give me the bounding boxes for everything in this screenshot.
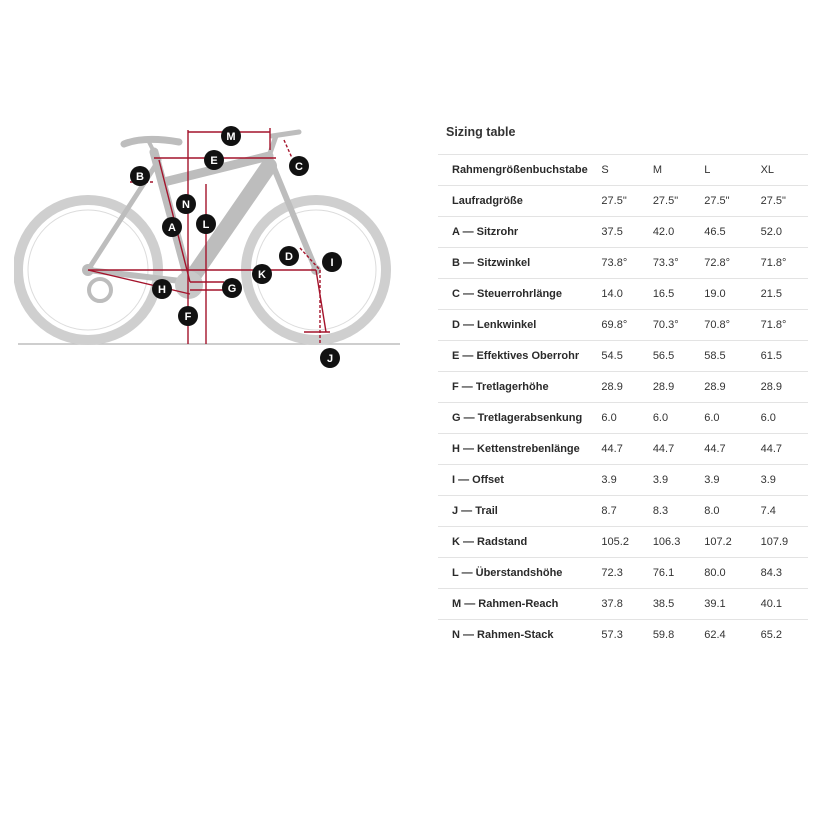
table-row bbox=[438, 186, 808, 217]
row-value-cell: 28.9 bbox=[700, 372, 751, 403]
row-value-cell: 84.3 bbox=[752, 558, 808, 589]
callout-n bbox=[176, 194, 196, 214]
svg-text:A: A bbox=[168, 222, 176, 234]
row-label-cell: A — Sitzrohr bbox=[438, 217, 598, 248]
callout-j bbox=[320, 348, 340, 368]
callout-k bbox=[252, 264, 272, 284]
callout-d bbox=[279, 246, 299, 266]
callout-b bbox=[130, 166, 150, 186]
row-value-cell: 70.8° bbox=[700, 310, 751, 341]
row-value-cell: 71.8° bbox=[752, 248, 808, 279]
row-value-cell: 28.9 bbox=[649, 372, 700, 403]
callout-a bbox=[162, 217, 182, 237]
row-value-cell: 8.3 bbox=[649, 496, 700, 527]
callout-c bbox=[289, 156, 309, 176]
row-label-cell: N — Rahmen-Stack bbox=[438, 620, 598, 651]
row-value-cell: 7.4 bbox=[752, 496, 808, 527]
header-cell-size: L bbox=[700, 155, 751, 186]
svg-text:E: E bbox=[210, 155, 218, 167]
sizing-table bbox=[438, 154, 808, 650]
row-value-cell: 3.9 bbox=[700, 465, 751, 496]
svg-text:N: N bbox=[182, 199, 190, 211]
row-value-cell: 62.4 bbox=[700, 620, 751, 651]
header-cell-size: M bbox=[649, 155, 700, 186]
svg-text:L: L bbox=[202, 219, 210, 231]
row-value-cell: 3.9 bbox=[598, 465, 648, 496]
row-value-cell: 42.0 bbox=[649, 217, 700, 248]
row-value-cell: 80.0 bbox=[700, 558, 751, 589]
row-value-cell: 72.8° bbox=[700, 248, 751, 279]
svg-text:K: K bbox=[258, 269, 266, 281]
row-value-cell: 37.5 bbox=[598, 217, 648, 248]
row-value-cell: 107.9 bbox=[752, 527, 808, 558]
row-label-cell: J — Trail bbox=[438, 496, 598, 527]
table-header-row bbox=[438, 155, 808, 186]
row-value-cell: 54.5 bbox=[598, 341, 648, 372]
svg-text:F: F bbox=[184, 311, 192, 323]
row-value-cell: 44.7 bbox=[752, 434, 808, 465]
row-value-cell: 28.9 bbox=[752, 372, 808, 403]
header-cell-label: Rahmengrößenbuchstabe bbox=[438, 155, 598, 186]
row-label-cell: F — Tretlagerhöhe bbox=[438, 372, 598, 403]
row-value-cell: 58.5 bbox=[700, 341, 751, 372]
row-label-cell: I — Offset bbox=[438, 465, 598, 496]
row-value-cell: 6.0 bbox=[649, 403, 700, 434]
row-value-cell: 44.7 bbox=[700, 434, 751, 465]
row-value-cell: 105.2 bbox=[598, 527, 648, 558]
row-label-cell: M — Rahmen-Reach bbox=[438, 589, 598, 620]
row-value-cell: 44.7 bbox=[649, 434, 700, 465]
row-value-cell: 8.7 bbox=[598, 496, 648, 527]
callout-l bbox=[196, 214, 216, 234]
row-value-cell: 6.0 bbox=[752, 403, 808, 434]
table-row bbox=[438, 217, 808, 248]
svg-text:I: I bbox=[330, 257, 334, 269]
row-value-cell: 27.5" bbox=[598, 186, 648, 217]
row-label-cell: H — Kettenstrebenlänge bbox=[438, 434, 598, 465]
table-row bbox=[438, 372, 808, 403]
row-value-cell: 44.7 bbox=[598, 434, 648, 465]
svg-text:H: H bbox=[158, 284, 166, 296]
table-row bbox=[438, 310, 808, 341]
row-value-cell: 37.8 bbox=[598, 589, 648, 620]
sizing-table-panel bbox=[438, 122, 808, 650]
table-row bbox=[438, 341, 808, 372]
callout-e bbox=[204, 150, 224, 170]
row-label-cell: L — Überstandshöhe bbox=[438, 558, 598, 589]
row-label-cell: K — Radstand bbox=[438, 527, 598, 558]
row-value-cell: 27.5" bbox=[752, 186, 808, 217]
row-value-cell: 8.0 bbox=[700, 496, 751, 527]
table-row bbox=[438, 527, 808, 558]
row-value-cell: 73.3° bbox=[649, 248, 700, 279]
row-label-cell: B — Sitzwinkel bbox=[438, 248, 598, 279]
row-value-cell: 73.8° bbox=[598, 248, 648, 279]
row-value-cell: 70.3° bbox=[649, 310, 700, 341]
callout-h bbox=[152, 279, 172, 299]
bike-geometry-diagram bbox=[14, 122, 404, 380]
row-value-cell: 69.8° bbox=[598, 310, 648, 341]
row-value-cell: 28.9 bbox=[598, 372, 648, 403]
row-value-cell: 106.3 bbox=[649, 527, 700, 558]
row-value-cell: 39.1 bbox=[700, 589, 751, 620]
row-value-cell: 3.9 bbox=[649, 465, 700, 496]
row-value-cell: 3.9 bbox=[752, 465, 808, 496]
row-value-cell: 27.5" bbox=[700, 186, 751, 217]
row-value-cell: 46.5 bbox=[700, 217, 751, 248]
callout-m bbox=[221, 126, 241, 146]
row-value-cell: 38.5 bbox=[649, 589, 700, 620]
table-row bbox=[438, 558, 808, 589]
table-row bbox=[438, 434, 808, 465]
svg-text:M: M bbox=[226, 131, 236, 143]
svg-text:D: D bbox=[285, 251, 293, 263]
table-row bbox=[438, 496, 808, 527]
row-value-cell: 61.5 bbox=[752, 341, 808, 372]
row-value-cell: 72.3 bbox=[598, 558, 648, 589]
row-value-cell: 107.2 bbox=[700, 527, 751, 558]
row-value-cell: 27.5" bbox=[649, 186, 700, 217]
callout-g bbox=[222, 278, 242, 298]
svg-text:G: G bbox=[227, 283, 237, 295]
svg-text:C: C bbox=[295, 161, 303, 173]
row-value-cell: 57.3 bbox=[598, 620, 648, 651]
row-value-cell: 56.5 bbox=[649, 341, 700, 372]
header-cell-size: XL bbox=[752, 155, 808, 186]
row-value-cell: 52.0 bbox=[752, 217, 808, 248]
row-value-cell: 16.5 bbox=[649, 279, 700, 310]
svg-text:B: B bbox=[136, 171, 144, 183]
row-value-cell: 21.5 bbox=[752, 279, 808, 310]
row-value-cell: 59.8 bbox=[649, 620, 700, 651]
table-row bbox=[438, 403, 808, 434]
row-label-cell: Laufradgröße bbox=[438, 186, 598, 217]
callout-f bbox=[178, 306, 198, 326]
row-value-cell: 65.2 bbox=[752, 620, 808, 651]
table-row bbox=[438, 465, 808, 496]
table-row bbox=[438, 620, 808, 651]
row-value-cell: 14.0 bbox=[598, 279, 648, 310]
table-row bbox=[438, 589, 808, 620]
row-label-cell: E — Effektives Oberrohr bbox=[438, 341, 598, 372]
row-label-cell: C — Steuerrohrlänge bbox=[438, 279, 598, 310]
row-value-cell: 71.8° bbox=[752, 310, 808, 341]
callout-i bbox=[322, 252, 342, 272]
row-label-cell: D — Lenkwinkel bbox=[438, 310, 598, 341]
row-label-cell: G — Tretlagerabsenkung bbox=[438, 403, 598, 434]
table-row bbox=[438, 279, 808, 310]
row-value-cell: 76.1 bbox=[649, 558, 700, 589]
header-cell-size: S bbox=[598, 155, 648, 186]
table-row bbox=[438, 248, 808, 279]
row-value-cell: 6.0 bbox=[700, 403, 751, 434]
row-value-cell: 6.0 bbox=[598, 403, 648, 434]
row-value-cell: 40.1 bbox=[752, 589, 808, 620]
svg-text:J: J bbox=[326, 353, 334, 365]
sizing-table-title: Sizing table bbox=[446, 125, 516, 139]
row-value-cell: 19.0 bbox=[700, 279, 751, 310]
